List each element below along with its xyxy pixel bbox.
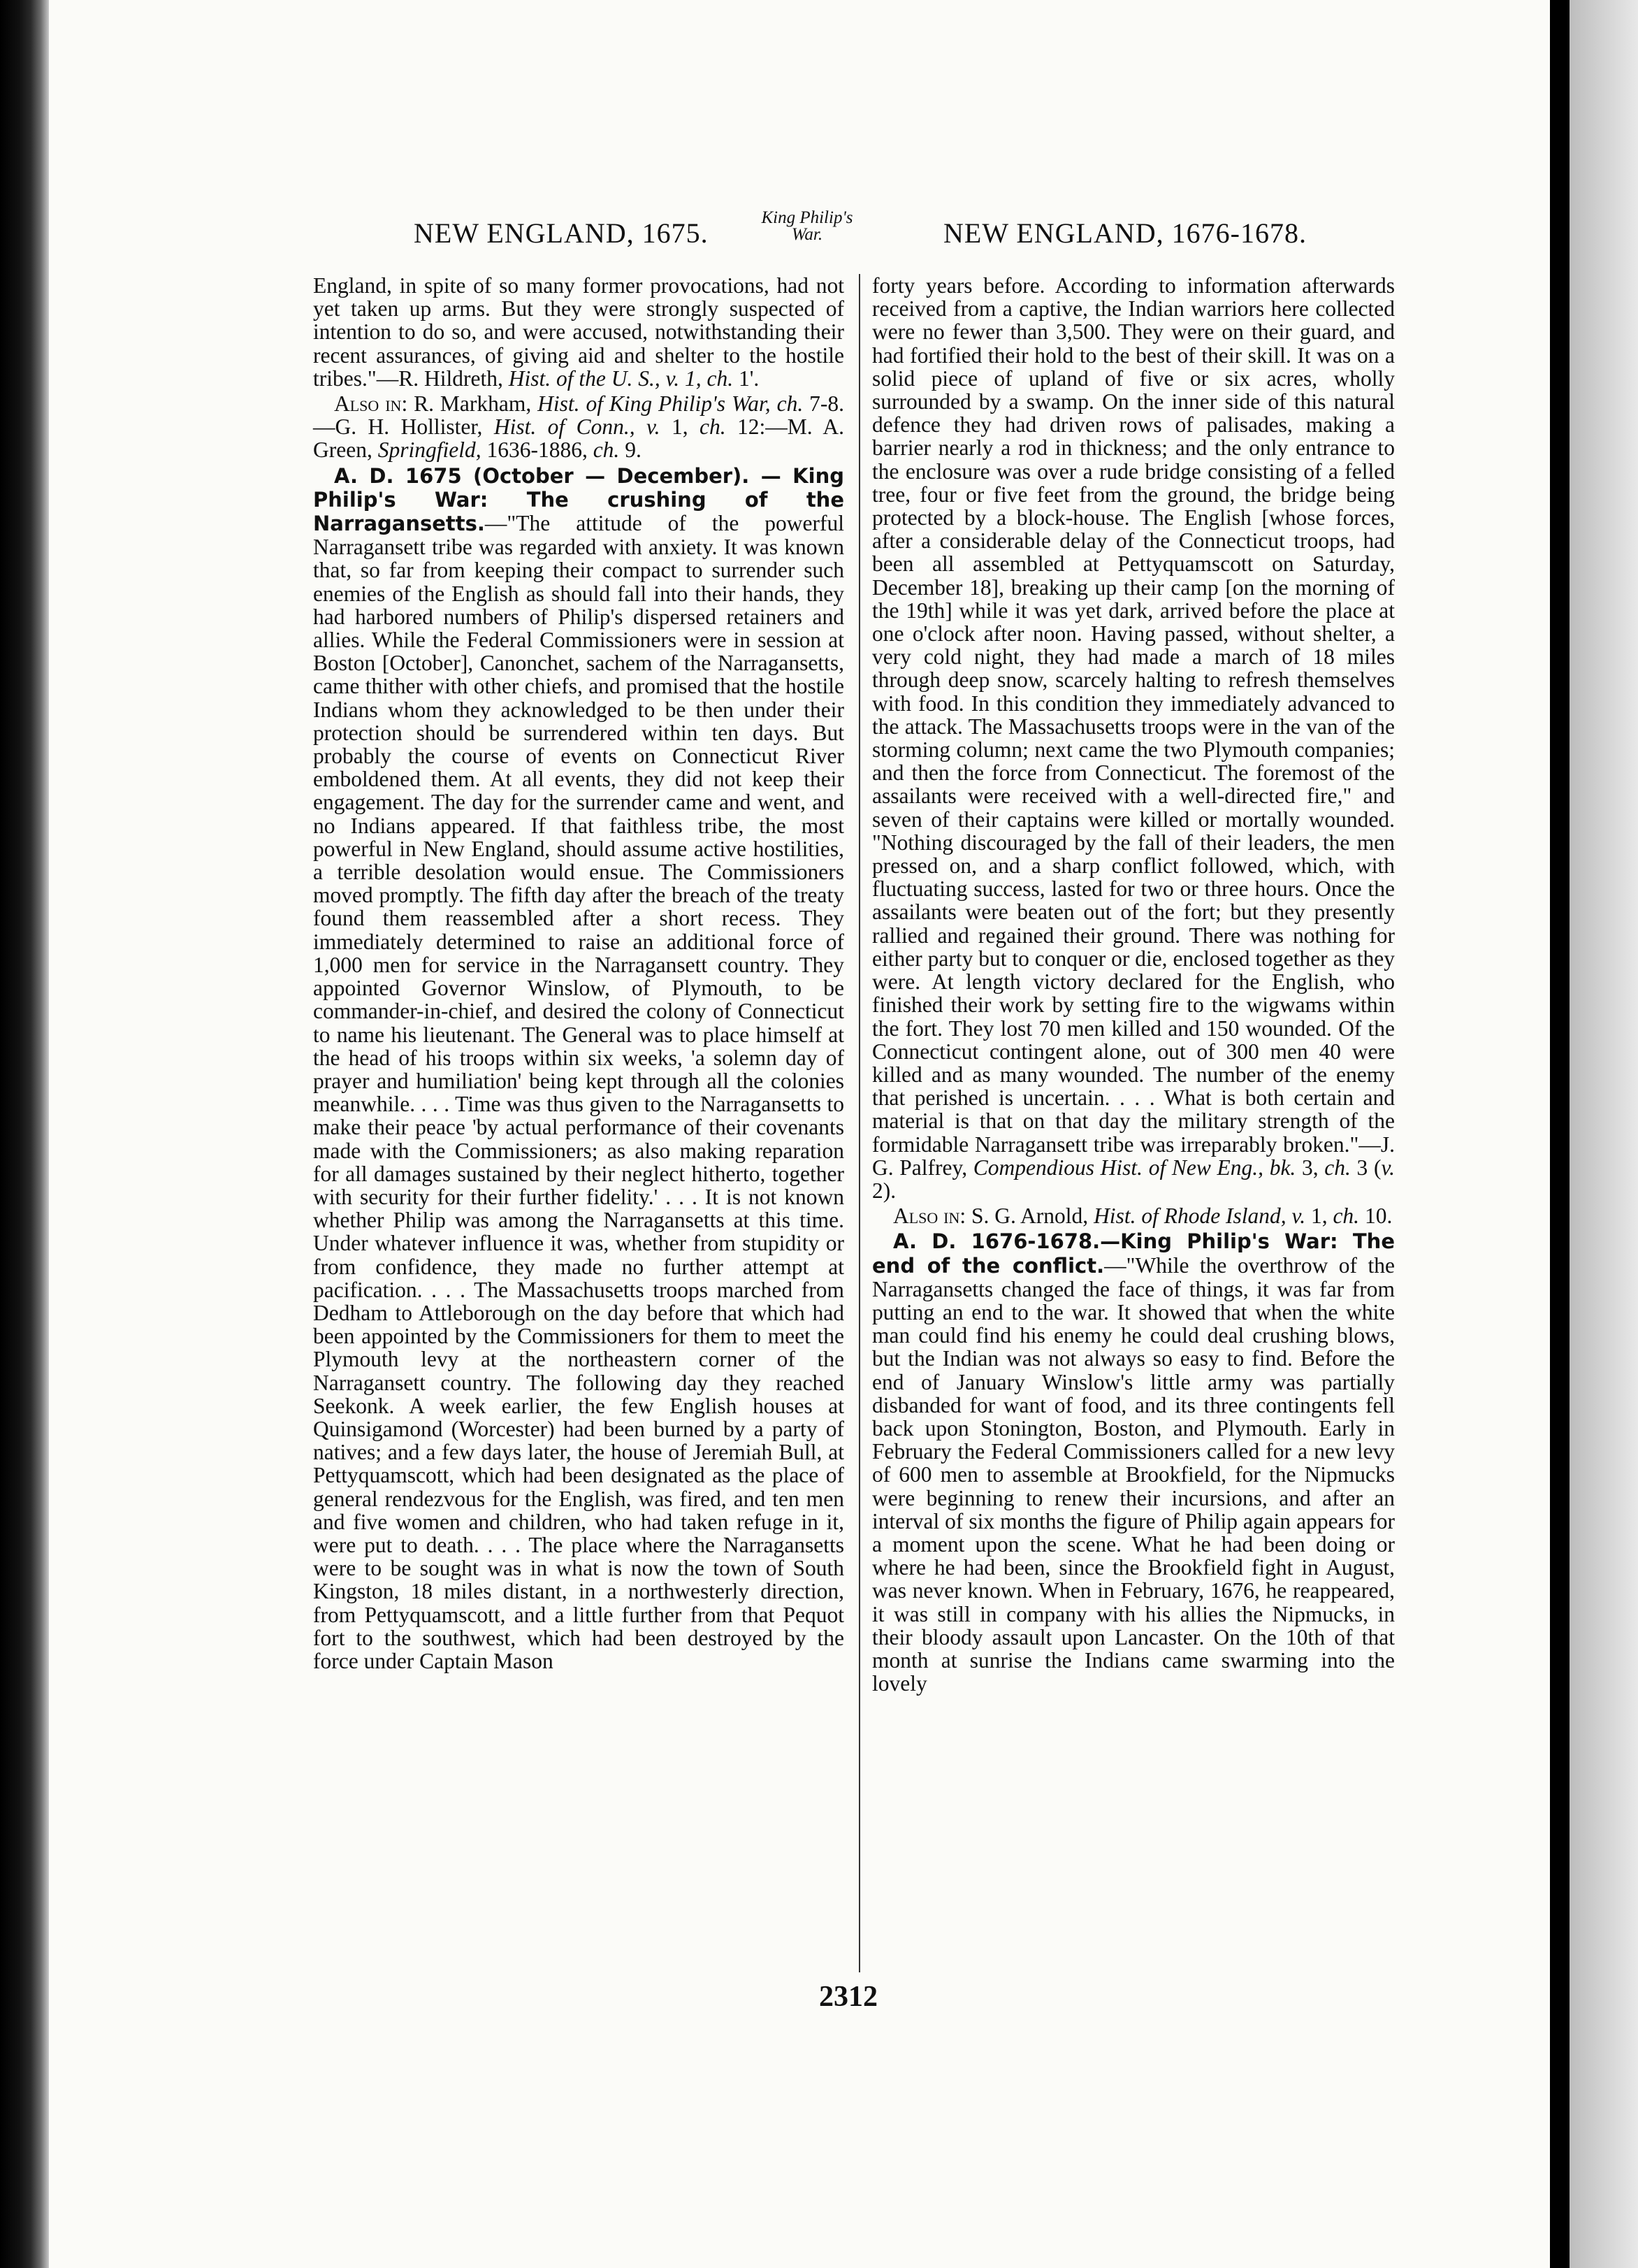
running-header	[307, 210, 1384, 259]
left-column	[313, 274, 844, 1673]
header-center	[734, 210, 880, 243]
right-column	[872, 274, 1395, 1695]
entry-paragraph: A. D. 1676-1678.—King Philip's War: The end of the conflict.—"While the overthrow of the Narragansetts changed the face of things, it was far from putting an end to the war. It showed that when the white man could find his enemy he could deal crushing blows, but the Indian was not always so easy to find. Before the end of January Winslow's little army was partially disbanded for want of food, and its three contingents fell back upon Stonington, Boston, and Plymouth. Early in February the Federal Commissioners called for a new levy of 600 men to assemble at Brookfield, for the Nipmucks were beginning to renew their incursions, and after an interval of six months the figure of Philip again appears for a moment upon the scene. What he had been doing or where he had been, since the Brookfield fight in August, was never known. When in February, 1676, he reappeared, it was still in company with his allies the Nipmucks, in their bloody assault upon Lancaster. On the 10th of that month at sunrise the Indians came swarming into the lovely	[872, 1229, 1395, 1696]
paragraph: England, in spite of so many former provocations, had not yet taken up arms. But they were strongly suspected of intention to do so, and were accused, notwithstanding their recent assurances, of giving aid and shelter to the hostile tribes."—R. Hildreth, Hist. of the U. S., v. 1, ch. 1'.	[313, 273, 844, 391]
header-right: NEW ENGLAND, 1676-1678.	[943, 217, 1307, 249]
column-divider	[859, 274, 860, 1972]
entry-heading: A. D. 1675 (October — December). — King Philip's War: The crushing of the Narragansetts.	[313, 463, 844, 536]
scanner-bed	[1570, 0, 1638, 2268]
book-spine-shadow	[0, 0, 49, 2268]
header-center-line2: War.	[791, 225, 823, 244]
page-number: 2312	[819, 1981, 878, 2013]
entry-paragraph: A. D. 1675 (October — December). — King Philip's War: The crushing of the Narragansetts.—"The attitude of the powerful Narragansett tribe was regarded with anxiety. It was known that, so far from keeping their compact to surrender such enemies of the English as should fall into their hands, they had harbored numbers of Philip's dispersed retainers and allies. While the Federal Commissioners were in session at Boston [October], Canonchet, sachem of the Narragansetts, came thither with other chiefs, and promised that the hostile Indians whom they acknowledged to be then under their protection should be surrendered within ten days. But probably the course of events on Connecticut River emboldened them. At all events, they did not keep their engagement. The day for the surrender came and went, and no Indians appeared. If that faithless tribe, the most powerful in New England, should assume active hostilities, a terrible desolation would ensue. The Commissioners moved promptly. The fifth day after the breach of the treaty found them reassembled after a short recess. They immediately determined to raise an additional force of 1,000 men for service in the Narragansett country. They appointed Governor Winslow, of Plymouth, to be commander-in-chief, and desired the colony of Connecticut to name his lieutenant. The General was to place himself at the head of his troops within six weeks, 'a solemn day of prayer and humiliation' being kept through all the colonies meanwhile. . . . Time was thus given to the Narragansetts to make their peace 'by actual performance of their covenants made with the Commissioners; as also making reparation for all damages sustained by their neglect hitherto, together with security for their further fidelity.' . . . It is not known whether Philip was among the Narragansetts at this time. Under whatever influence it was, whether from stupidity or from confidence, they made no further attempt at pacification. . . . The Massachusetts troops marched from Dedham to Attleborough on the day before that which had been appointed by the Commissioners for them to meet the Plymouth levy at the northeastern corner of the Narragansett country. The following day they reached Seekonk. A week earlier, the few English houses at Quinsigamond (Worcester) had been burned by a party of natives; and a few days later, the house of Jeremiah Bull, at Pettyquamscott, which had been designated as the place of general rendezvous for the English, was fired, and ten men and five women and children, who had taken refuge in it, were put to death. . . . The place where the Narragansetts were to be sought was in what is now the town of South Kingston, 18 miles distant, in a northwesterly direction, from Pettyquamscott, and a little further from that Pequot fort to the southwest, which had been destroyed by the force under Captain Mason	[313, 463, 844, 1673]
paragraph: forty years before. According to information afterwards received from a captive, the Indian warriors here collected were no fewer than 3,500. They were on their guard, and had fortified their hold to the best of their skill. It was on a solid piece of upland of five or six acres, wholly surrounded by a swamp. On the inner side of this natural defence they had driven rows of palisades, making a barrier nearly a rod in thickness; and the only entrance to the enclosure was over a rude bridge consisting of a felled tree, four or five feet from the ground, the bridge being protected by a block-house. The English [whose forces, after a considerable delay of the Connecticut troops, had been all assembled at Pettyquamscott on Saturday, December 18], breaking up their camp [on the morning of the 19th] while it was yet dark, arrived before the place at one o'clock after noon. Having passed, without shelter, a very cold night, they had made a march of 18 miles through deep snow, scarcely halting to refresh themselves with food. In this condition they immediately advanced to the attack. The Massachusetts troops were in the van of the storming column; next came the two Plymouth companies; and then the force from Connecticut. The foremost of the assailants were received with a well-directed fire," and seven of their captains were killed or mortally wounded. "Nothing discouraged by the fall of their leaders, the men pressed on, and a sharp conflict followed, which, with fluctuating success, lasted for two or three hours. Once the assailants were beaten out of the fort; but they presently rallied and regained their ground. There was nothing for either party but to conquer or die, enclosed together as they were. At length victory declared for the English, who finished their work by setting fire to the wigwams within the fort. They lost 70 men killed and 150 wounded. Of the Connecticut contingent alone, out of 300 men 40 were killed and as many wounded. The number of the enemy that perished is uncertain. . . . What is both certain and material is that on that day the military strength of the formidable Narragansett tribe was irreparably broken."—J. G. Palfrey, Compendious Hist. of New Eng., bk. 3, ch. 3 (v. 2).	[872, 273, 1395, 1203]
entry-heading: A. D. 1676-1678.—King Philip's War: The end of the conflict.	[872, 1229, 1395, 1278]
also-in-paragraph: Also in: R. Markham, Hist. of King Philip's War, ch. 7-8.—G. H. Hollister, Hist. of Conn., v. 1, ch. 12:—M. A. Green, Springfield, 1636-1886, ch. 9.	[313, 391, 844, 463]
header-center-line1: King Philip's	[761, 208, 853, 227]
header-left: NEW ENGLAND, 1675.	[414, 217, 709, 249]
also-in-paragraph: Also in: S. G. Arnold, Hist. of Rhode Island, v. 1, ch. 10.	[893, 1204, 1393, 1229]
page-edge-shadow	[1550, 0, 1570, 2268]
